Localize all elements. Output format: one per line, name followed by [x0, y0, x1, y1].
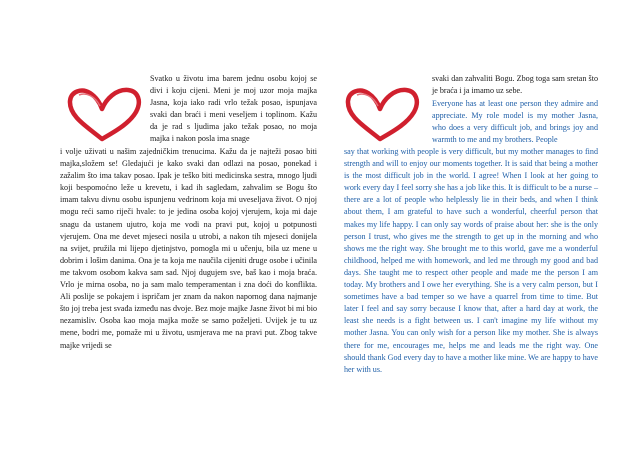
left-intro-text: Svatko u životu ima barem jednu osobu kojoj se divi i koju cijeni. Meni je moj uzor moja majka Jasna, koja iako radi vrlo težak posao, ispunjava svaki dan braći i meni veseljem i toplinom. Kažu da je rad s ljudima jako težak posao, no moja majka i nakon posla ima snage	[150, 74, 317, 144]
right-heart-icon	[344, 86, 420, 142]
left-heart-icon	[66, 86, 142, 142]
left-body-text: i volje uživati u našim zajedničkim trenucima. Kažu da je najteži posao biti majka,složem se! Gledajući je kako svaki dan odlazi na posao, ponekad i zažalim što ima takav posao. Ipak je teško biti medicinska sestra, mnogo ljudi koji bespomoćno leže u krevetu, i kad ih sagledam, zahvalim se Bogu što imam takvu divnu osobu ispunjenu vedrinom koja mi uveseljava život. O njoj mogu reći samo riječi hvale: to je jedina osoba kojoj vjerujem, koja mi daje snagu da ustanem ujutro, koja me vodi na pravi put, kojoj u potpunosti vjerujem. Ona me devet mjeseci nosila u utrobi, a nakon tih mjeseci donijela na svijet, pružila mi lijepo djetinjstvo, pomogla mi u učenju, bila uz mene u dobrim i lošim danima. Ona je ta koja me naučila cijeniti druge osobe i učinila me takvom osobom kakva sam sad. Njoj dugujem sve, baš kao i moja braća. Vrlo je mirna osoba, no ja sam malo temperamentan i zna doći do konflikta. Ali poslije se pokajem i ispričam jer znam da nakon napornog dana najmanje što joj treba jest svađa između nas dvoje. Bez moje majke Jasne život bi mi bio nezamisliv. Osoba kao moja majka može se samo poželjeti. Uvijek je tu uz mene, bodri me, pomaže mi u životu, usmjerava me na pravi put. Zbog takve majke vrijedi se	[60, 147, 317, 350]
right-intro-english: Everyone has at least one person they admire and appreciate. My role model is my mother Jasna, who does a very difficult job, and brings joy and warmth to me and my brothers. People	[432, 99, 598, 145]
right-intro-croatian: svaki dan zahvaliti Bogu. Zbog toga sam sretan što je braća i ja imamo uz sebe.	[432, 74, 598, 96]
right-body-text: say that working with people is very difficult, but my mother manages to find strength and will to enjoy our moments together. It is said that being a mother is the most difficult job in the world. I agree! When I look at her going to work every day I feel sorry she has a job like this. It is difficult to be a nurse – there are a lot of people who helplessly lie in their beds, and when I think about them, I am grateful to have such a wonderful, cheerful person that makes my life happy. I can only say words of praise about her: she is the only person I trust, who gives me the strength to get up in the morning and who shows me the right way. She brought me to this world, gave me a wonderful childhood, helped me with homework, and led me through my good and bad days. She taught me to respect other people and made me the person I am today. My brothers and I owe her everything. She is a very calm person, but I sometimes have a bad temper so we have a quarrel from time to time. But later I feel and say sorry because I know that, after a hard day at work, the least she needs is a fight between us. I can't imagine my life without my mother Jasna. You can only wish for a person like my mother. She is always there for me, encourages me, helps me and leads me the right way. One should thank God every day to have a mother like mine. We are happy to have her with us.	[344, 147, 598, 374]
